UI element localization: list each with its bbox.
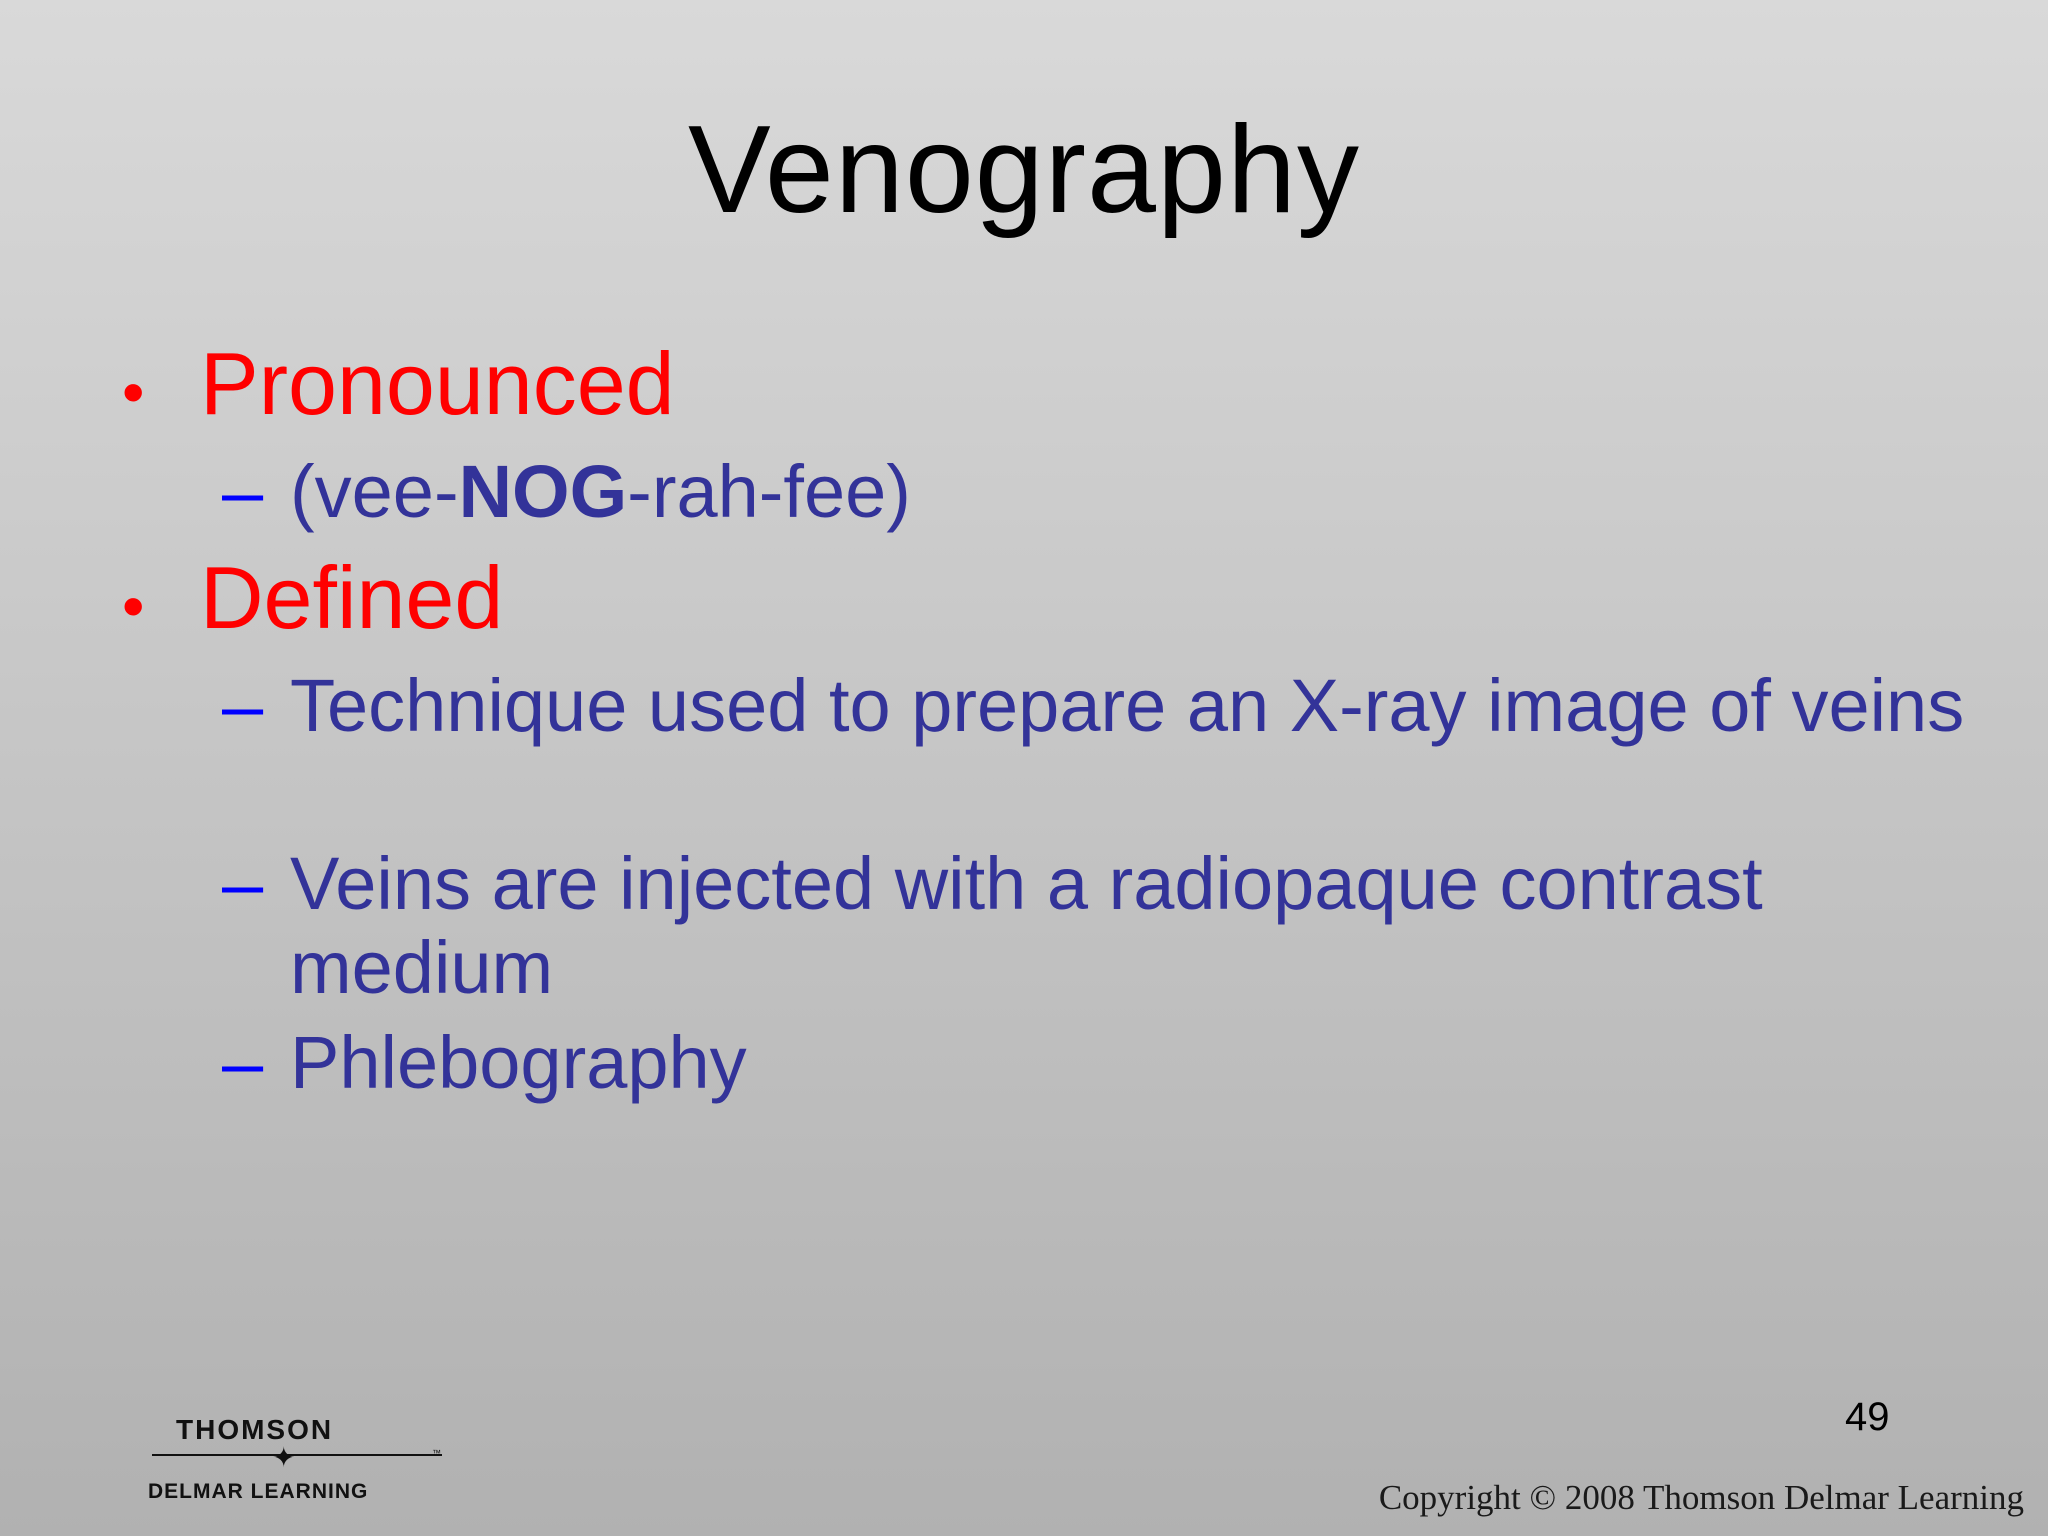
trademark-mark: ™ <box>432 1448 441 1458</box>
pronunciation-text <box>290 450 1970 534</box>
copyright-notice: Copyright © 2008 Thomson Delmar Learning <box>1378 1478 2024 1517</box>
logo-wordmark-top: THOMSON <box>176 1414 334 1445</box>
dash-icon: – <box>222 1021 264 1104</box>
bullet-label: Pronounced <box>200 334 675 433</box>
logo-divider <box>152 1454 442 1456</box>
dash-icon: – <box>222 664 264 747</box>
bullet-defined <box>122 550 503 654</box>
injection-text: Veins are injected with a radiopaque contrast medium <box>290 842 1763 1009</box>
publisher-logo <box>146 1410 446 1510</box>
sub-item-injection <box>222 842 1970 1010</box>
bullet-icon: • <box>122 356 145 428</box>
sub-item-definition <box>222 664 1970 748</box>
star-icon: ✦ <box>272 1442 296 1473</box>
bullet-pronounced <box>122 336 675 440</box>
slide-title: Venography <box>688 101 1360 239</box>
bullet-label: Defined <box>200 548 504 647</box>
sub-item-synonym <box>222 1021 1970 1105</box>
page-number: 49 <box>1845 1395 1890 1439</box>
pronunciation-stress: NOG <box>458 450 628 533</box>
pronunciation-suffix: -rah-fee) <box>627 450 911 533</box>
synonym-text: Phlebography <box>290 1021 747 1104</box>
dash-icon: – <box>222 842 264 925</box>
pronunciation-prefix: (vee- <box>290 450 459 533</box>
dash-icon: – <box>222 450 264 533</box>
definition-text: Technique used to prepare an X-ray image of veins <box>290 664 1965 747</box>
bullet-icon: • <box>122 570 145 642</box>
logo-wordmark-bottom: DELMAR LEARNING <box>148 1480 369 1503</box>
sub-item-pronunciation <box>222 450 1970 534</box>
